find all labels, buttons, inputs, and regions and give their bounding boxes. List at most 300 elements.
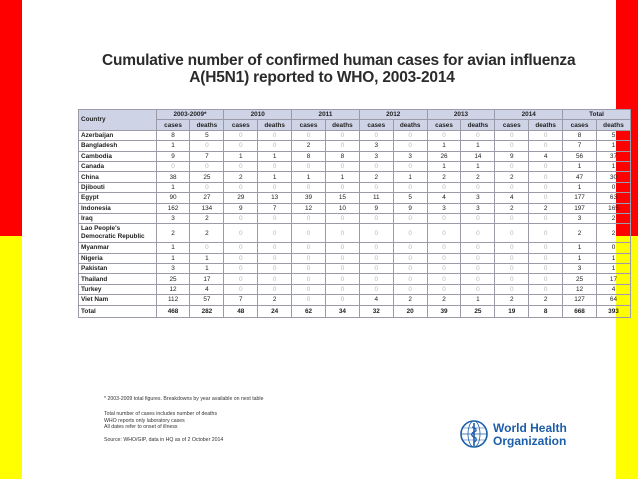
- deaths-cell: 0: [393, 130, 427, 140]
- cases-cell: 112: [156, 295, 190, 305]
- cases-cell: 0: [495, 213, 529, 223]
- deaths-cell: 0: [393, 213, 427, 223]
- deaths-cell: 0: [529, 161, 563, 171]
- deaths-cell: 0: [258, 224, 292, 243]
- cases-cell: 668: [563, 305, 597, 317]
- country-cell: Lao People's Democratic Republic: [79, 224, 157, 243]
- cases-header: cases: [427, 120, 461, 130]
- cases-cell: 56: [563, 151, 597, 161]
- table-row: [79, 243, 631, 253]
- deaths-header: deaths: [596, 120, 630, 130]
- cases-cell: 0: [359, 274, 393, 284]
- cases-cell: 2: [224, 172, 258, 182]
- deaths-cell: 0: [461, 213, 495, 223]
- cases-cell: 177: [563, 193, 597, 203]
- deaths-cell: 1: [596, 264, 630, 274]
- cases-cell: 7: [224, 295, 258, 305]
- cases-cell: 9: [359, 203, 393, 213]
- deaths-cell: 4: [596, 284, 630, 294]
- deaths-cell: 0: [258, 253, 292, 263]
- deaths-cell: 282: [190, 305, 224, 317]
- country-cell: Iraq: [79, 213, 157, 223]
- deaths-cell: 0: [325, 295, 359, 305]
- deaths-header: deaths: [461, 120, 495, 130]
- deaths-cell: 14: [461, 151, 495, 161]
- deaths-cell: 5: [393, 193, 427, 203]
- deaths-cell: 7: [258, 203, 292, 213]
- table-row: [79, 141, 631, 151]
- footnote: * 2003-2009 total figures. Breakdowns by year available on next table: [104, 396, 264, 402]
- cases-cell: 0: [495, 243, 529, 253]
- deaths-cell: 25: [190, 172, 224, 182]
- deaths-cell: 0: [258, 161, 292, 171]
- deaths-cell: 0: [393, 243, 427, 253]
- table-row: [79, 182, 631, 192]
- country-cell: Bangladesh: [79, 141, 157, 151]
- deaths-cell: 1: [596, 253, 630, 263]
- cases-cell: 39: [292, 193, 326, 203]
- cases-header: cases: [495, 120, 529, 130]
- cases-cell: 2: [427, 295, 461, 305]
- cases-cell: 0: [292, 264, 326, 274]
- cases-cell: 1: [563, 243, 597, 253]
- deaths-cell: 64: [596, 295, 630, 305]
- cases-cell: 26: [427, 151, 461, 161]
- country-cell: Viet Nam: [79, 295, 157, 305]
- deaths-cell: 0: [393, 274, 427, 284]
- deaths-cell: 57: [190, 295, 224, 305]
- deaths-cell: 0: [529, 264, 563, 274]
- deaths-cell: 0: [596, 182, 630, 192]
- country-cell: Nigeria: [79, 253, 157, 263]
- deaths-cell: 1: [461, 161, 495, 171]
- deaths-cell: 0: [325, 264, 359, 274]
- cases-cell: 2: [495, 295, 529, 305]
- deaths-cell: 0: [461, 284, 495, 294]
- table-row: [79, 161, 631, 171]
- table-row: [79, 193, 631, 203]
- cases-cell: 1: [427, 161, 461, 171]
- deaths-cell: 2: [529, 203, 563, 213]
- deaths-cell: 0: [258, 284, 292, 294]
- cases-cell: 0: [292, 224, 326, 243]
- cases-cell: 0: [427, 243, 461, 253]
- cases-cell: 3: [156, 264, 190, 274]
- period-header: 2011: [292, 110, 360, 120]
- period-header: Total: [563, 110, 631, 120]
- deaths-cell: 165: [596, 203, 630, 213]
- deaths-cell: 0: [393, 253, 427, 263]
- deaths-cell: 0: [258, 213, 292, 223]
- cases-cell: 0: [224, 274, 258, 284]
- deaths-cell: 0: [529, 213, 563, 223]
- deaths-cell: 24: [258, 305, 292, 317]
- cases-cell: 0: [427, 284, 461, 294]
- cases-cell: 0: [292, 295, 326, 305]
- cases-cell: 3: [359, 151, 393, 161]
- table-body: [79, 130, 631, 317]
- deaths-cell: 134: [190, 203, 224, 213]
- country-cell: Egypt: [79, 193, 157, 203]
- deaths-cell: 8: [529, 305, 563, 317]
- cases-cell: 3: [359, 141, 393, 151]
- cases-cell: 4: [427, 193, 461, 203]
- deaths-cell: 1: [393, 172, 427, 182]
- cases-cell: 1: [156, 253, 190, 263]
- cases-cell: 0: [359, 253, 393, 263]
- cases-cell: 0: [495, 224, 529, 243]
- cases-cell: 0: [427, 213, 461, 223]
- who-name-line-1: World Health: [493, 421, 567, 435]
- deaths-cell: 1: [325, 172, 359, 182]
- cases-cell: 0: [495, 284, 529, 294]
- deaths-cell: 8: [325, 151, 359, 161]
- cases-cell: 0: [156, 161, 190, 171]
- deaths-cell: 0: [393, 141, 427, 151]
- cases-cell: 0: [359, 213, 393, 223]
- table-row: [79, 274, 631, 284]
- deaths-cell: 17: [596, 274, 630, 284]
- cases-cell: 1: [292, 172, 326, 182]
- cases-cell: 0: [292, 284, 326, 294]
- cases-cell: 8: [563, 130, 597, 140]
- cases-cell: 3: [156, 213, 190, 223]
- cases-cell: 48: [224, 305, 258, 317]
- deaths-cell: 0: [258, 274, 292, 284]
- cases-cell: 0: [224, 284, 258, 294]
- cases-cell: 38: [156, 172, 190, 182]
- deaths-cell: 3: [461, 193, 495, 203]
- cases-cell: 468: [156, 305, 190, 317]
- cases-cell: 127: [563, 295, 597, 305]
- deaths-cell: 2: [190, 224, 224, 243]
- country-cell: Total: [79, 305, 157, 317]
- deaths-cell: 0: [190, 182, 224, 192]
- deaths-cell: 0: [393, 182, 427, 192]
- cases-cell: 0: [224, 264, 258, 274]
- cases-cell: 2: [427, 172, 461, 182]
- deaths-cell: 0: [529, 141, 563, 151]
- deaths-cell: 0: [325, 141, 359, 151]
- deaths-cell: 0: [393, 224, 427, 243]
- cases-cell: 0: [224, 161, 258, 171]
- deaths-cell: 0: [461, 243, 495, 253]
- cases-cell: 90: [156, 193, 190, 203]
- country-cell: Cambodia: [79, 151, 157, 161]
- cases-header: cases: [563, 120, 597, 130]
- period-header-row: [79, 110, 631, 120]
- deaths-cell: 2: [596, 224, 630, 243]
- deaths-cell: 1: [596, 141, 630, 151]
- deaths-cell: 0: [393, 264, 427, 274]
- deaths-cell: 4: [190, 284, 224, 294]
- note-laboratory-cases: WHO reports only laboratory cases: [104, 417, 185, 424]
- period-header: 2012: [359, 110, 427, 120]
- slide: [22, 0, 624, 479]
- cases-cell: 2: [156, 224, 190, 243]
- deaths-cell: 17: [190, 274, 224, 284]
- table-row: [79, 151, 631, 161]
- cases-cell: 1: [224, 151, 258, 161]
- cases-header: cases: [359, 120, 393, 130]
- cases-cell: 29: [224, 193, 258, 203]
- title-line-1: Cumulative number of confirmed human cases for avian influenza: [102, 52, 576, 69]
- deaths-cell: 0: [529, 243, 563, 253]
- deaths-cell: 0: [461, 274, 495, 284]
- deaths-cell: 0: [461, 253, 495, 263]
- deaths-cell: 0: [190, 141, 224, 151]
- cases-cell: 0: [292, 182, 326, 192]
- cases-cell: 0: [495, 274, 529, 284]
- deaths-cell: 0: [461, 224, 495, 243]
- deaths-cell: 0: [529, 284, 563, 294]
- slide-title: [102, 52, 576, 86]
- cases-cell: 0: [495, 264, 529, 274]
- period-header: 2013: [427, 110, 495, 120]
- deaths-cell: 0: [529, 193, 563, 203]
- deaths-cell: 63: [596, 193, 630, 203]
- country-cell: Indonesia: [79, 203, 157, 213]
- cases-cell: 9: [495, 151, 529, 161]
- cases-cell: 32: [359, 305, 393, 317]
- cases-cell: 3: [427, 203, 461, 213]
- title-line-2: A(H5N1) reported to WHO, 2003-2014: [189, 69, 455, 86]
- deaths-cell: 0: [461, 182, 495, 192]
- deaths-cell: 0: [325, 284, 359, 294]
- deaths-cell: 5: [596, 130, 630, 140]
- cases-header: cases: [292, 120, 326, 130]
- cases-cell: 7: [563, 141, 597, 151]
- total-row: [79, 305, 631, 317]
- cases-cell: 25: [156, 274, 190, 284]
- cases-cell: 9: [224, 203, 258, 213]
- cases-header: cases: [156, 120, 190, 130]
- cases-cell: 0: [224, 141, 258, 151]
- deaths-cell: 1: [258, 151, 292, 161]
- cases-cell: 1: [156, 182, 190, 192]
- deaths-cell: 0: [529, 182, 563, 192]
- cases-cell: 0: [359, 264, 393, 274]
- cases-cell: 0: [224, 213, 258, 223]
- deaths-cell: 0: [529, 130, 563, 140]
- cases-cell: 12: [563, 284, 597, 294]
- cases-cell: 0: [292, 161, 326, 171]
- deaths-cell: 20: [393, 305, 427, 317]
- deaths-cell: 0: [325, 130, 359, 140]
- cases-cell: 1: [156, 141, 190, 151]
- deaths-cell: 2: [461, 172, 495, 182]
- deaths-cell: 4: [529, 151, 563, 161]
- cases-cell: 1: [563, 253, 597, 263]
- cases-cell: 0: [224, 243, 258, 253]
- deaths-cell: 0: [393, 284, 427, 294]
- deaths-cell: 0: [325, 182, 359, 192]
- deaths-cell: 0: [258, 264, 292, 274]
- table-row: [79, 264, 631, 274]
- cases-table: [78, 109, 631, 318]
- who-name-line-2: Organization: [493, 433, 567, 448]
- deaths-cell: 0: [325, 274, 359, 284]
- deaths-cell: 3: [393, 151, 427, 161]
- cases-cell: 197: [563, 203, 597, 213]
- cases-cell: 0: [495, 253, 529, 263]
- cases-cell: 0: [427, 130, 461, 140]
- source-note: Source: WHO/GIP, data in HQ as of 2 October 2014: [104, 437, 224, 443]
- deaths-cell: 10: [325, 203, 359, 213]
- cases-cell: 2: [495, 203, 529, 213]
- cases-cell: 2: [563, 224, 597, 243]
- deaths-header: deaths: [393, 120, 427, 130]
- deaths-cell: 1: [461, 141, 495, 151]
- deaths-cell: 0: [258, 130, 292, 140]
- country-cell: Djibouti: [79, 182, 157, 192]
- cases-cell: 0: [292, 130, 326, 140]
- deaths-cell: 0: [325, 243, 359, 253]
- cases-cell: 0: [427, 274, 461, 284]
- deaths-cell: 7: [190, 151, 224, 161]
- deaths-cell: 0: [190, 243, 224, 253]
- deaths-cell: 0: [190, 161, 224, 171]
- cases-cell: 47: [563, 172, 597, 182]
- deaths-cell: 0: [529, 224, 563, 243]
- cases-cell: 0: [427, 182, 461, 192]
- table-row: [79, 295, 631, 305]
- deaths-cell: 0: [393, 161, 427, 171]
- cases-cell: 0: [427, 224, 461, 243]
- cases-cell: 0: [495, 141, 529, 151]
- table-row: [79, 253, 631, 263]
- period-header: 2003-2009*: [156, 110, 224, 120]
- deaths-cell: 0: [529, 172, 563, 182]
- table-row: [79, 203, 631, 213]
- cases-cell: 11: [359, 193, 393, 203]
- deaths-cell: 0: [258, 182, 292, 192]
- cases-cell: 1: [156, 243, 190, 253]
- deaths-cell: 2: [393, 295, 427, 305]
- cases-cell: 4: [359, 295, 393, 305]
- deaths-cell: 0: [529, 253, 563, 263]
- deaths-header: deaths: [325, 120, 359, 130]
- cases-cell: 12: [292, 203, 326, 213]
- deaths-cell: 27: [190, 193, 224, 203]
- deaths-cell: 0: [325, 224, 359, 243]
- deaths-cell: 2: [529, 295, 563, 305]
- country-cell: Azerbaijan: [79, 130, 157, 140]
- deaths-cell: 13: [258, 193, 292, 203]
- deaths-cell: 1: [258, 172, 292, 182]
- cases-cell: 8: [292, 151, 326, 161]
- cases-header: cases: [224, 120, 258, 130]
- country-cell: Pakistan: [79, 264, 157, 274]
- deaths-cell: 25: [461, 305, 495, 317]
- cases-cell: 0: [292, 253, 326, 263]
- cases-cell: 3: [563, 213, 597, 223]
- deaths-cell: 1: [461, 295, 495, 305]
- cases-cell: 12: [156, 284, 190, 294]
- country-cell: Canada: [79, 161, 157, 171]
- cases-cell: 0: [359, 284, 393, 294]
- country-cell: China: [79, 172, 157, 182]
- cases-cell: 0: [224, 130, 258, 140]
- deaths-cell: 15: [325, 193, 359, 203]
- cases-cell: 0: [292, 243, 326, 253]
- deaths-cell: 37: [596, 151, 630, 161]
- cases-cell: 0: [359, 243, 393, 253]
- cases-cell: 19: [495, 305, 529, 317]
- cases-cell: 0: [224, 182, 258, 192]
- deaths-cell: 34: [325, 305, 359, 317]
- period-header: 2014: [495, 110, 563, 120]
- cases-cell: 9: [156, 151, 190, 161]
- deaths-cell: 0: [325, 253, 359, 263]
- cases-cell: 0: [224, 224, 258, 243]
- deaths-cell: 0: [461, 130, 495, 140]
- cases-cell: 1: [563, 182, 597, 192]
- note-onset-dates: All dates refer to onset of illness: [104, 424, 178, 430]
- cases-cell: 2: [359, 172, 393, 182]
- table-row: [79, 224, 631, 243]
- cases-cell: 39: [427, 305, 461, 317]
- deaths-cell: 5: [190, 130, 224, 140]
- cases-cell: 0: [427, 253, 461, 263]
- deaths-cell: 1: [190, 264, 224, 274]
- deaths-header: deaths: [529, 120, 563, 130]
- cases-cell: 0: [359, 182, 393, 192]
- country-cell: Myanmar: [79, 243, 157, 253]
- cases-cell: 0: [427, 264, 461, 274]
- table-row: [79, 130, 631, 140]
- deaths-cell: 0: [258, 243, 292, 253]
- deaths-cell: 0: [461, 264, 495, 274]
- who-emblem-icon: [459, 419, 489, 449]
- deaths-cell: 0: [529, 274, 563, 284]
- cases-cell: 0: [292, 213, 326, 223]
- cases-cell: 62: [292, 305, 326, 317]
- table-row: [79, 172, 631, 182]
- cases-cell: 0: [495, 161, 529, 171]
- cases-cell: 0: [359, 130, 393, 140]
- cases-cell: 0: [292, 274, 326, 284]
- who-name: [493, 422, 567, 447]
- cases-cell: 0: [224, 253, 258, 263]
- cases-cell: 1: [563, 161, 597, 171]
- country-cell: Thailand: [79, 274, 157, 284]
- deaths-cell: 0: [325, 161, 359, 171]
- cases-cell: 4: [495, 193, 529, 203]
- note-cases-include-deaths: Total number of cases includes number of deaths: [104, 411, 218, 417]
- cases-cell: 0: [359, 161, 393, 171]
- who-logo: [459, 419, 579, 451]
- deaths-cell: 0: [596, 243, 630, 253]
- cases-cell: 1: [427, 141, 461, 151]
- deaths-cell: 2: [258, 295, 292, 305]
- cases-cell: 25: [563, 274, 597, 284]
- cases-cell: 0: [495, 130, 529, 140]
- cases-cell: 8: [156, 130, 190, 140]
- deaths-cell: 0: [325, 213, 359, 223]
- country-header: Country: [79, 110, 157, 131]
- country-cell: Turkey: [79, 284, 157, 294]
- cases-cell: 0: [495, 182, 529, 192]
- cases-cell: 162: [156, 203, 190, 213]
- deaths-cell: 0: [258, 141, 292, 151]
- deaths-cell: 9: [393, 203, 427, 213]
- deaths-header: deaths: [258, 120, 292, 130]
- cases-cell: 2: [495, 172, 529, 182]
- cases-cell: 0: [359, 224, 393, 243]
- deaths-cell: 2: [596, 213, 630, 223]
- deaths-cell: 1: [190, 253, 224, 263]
